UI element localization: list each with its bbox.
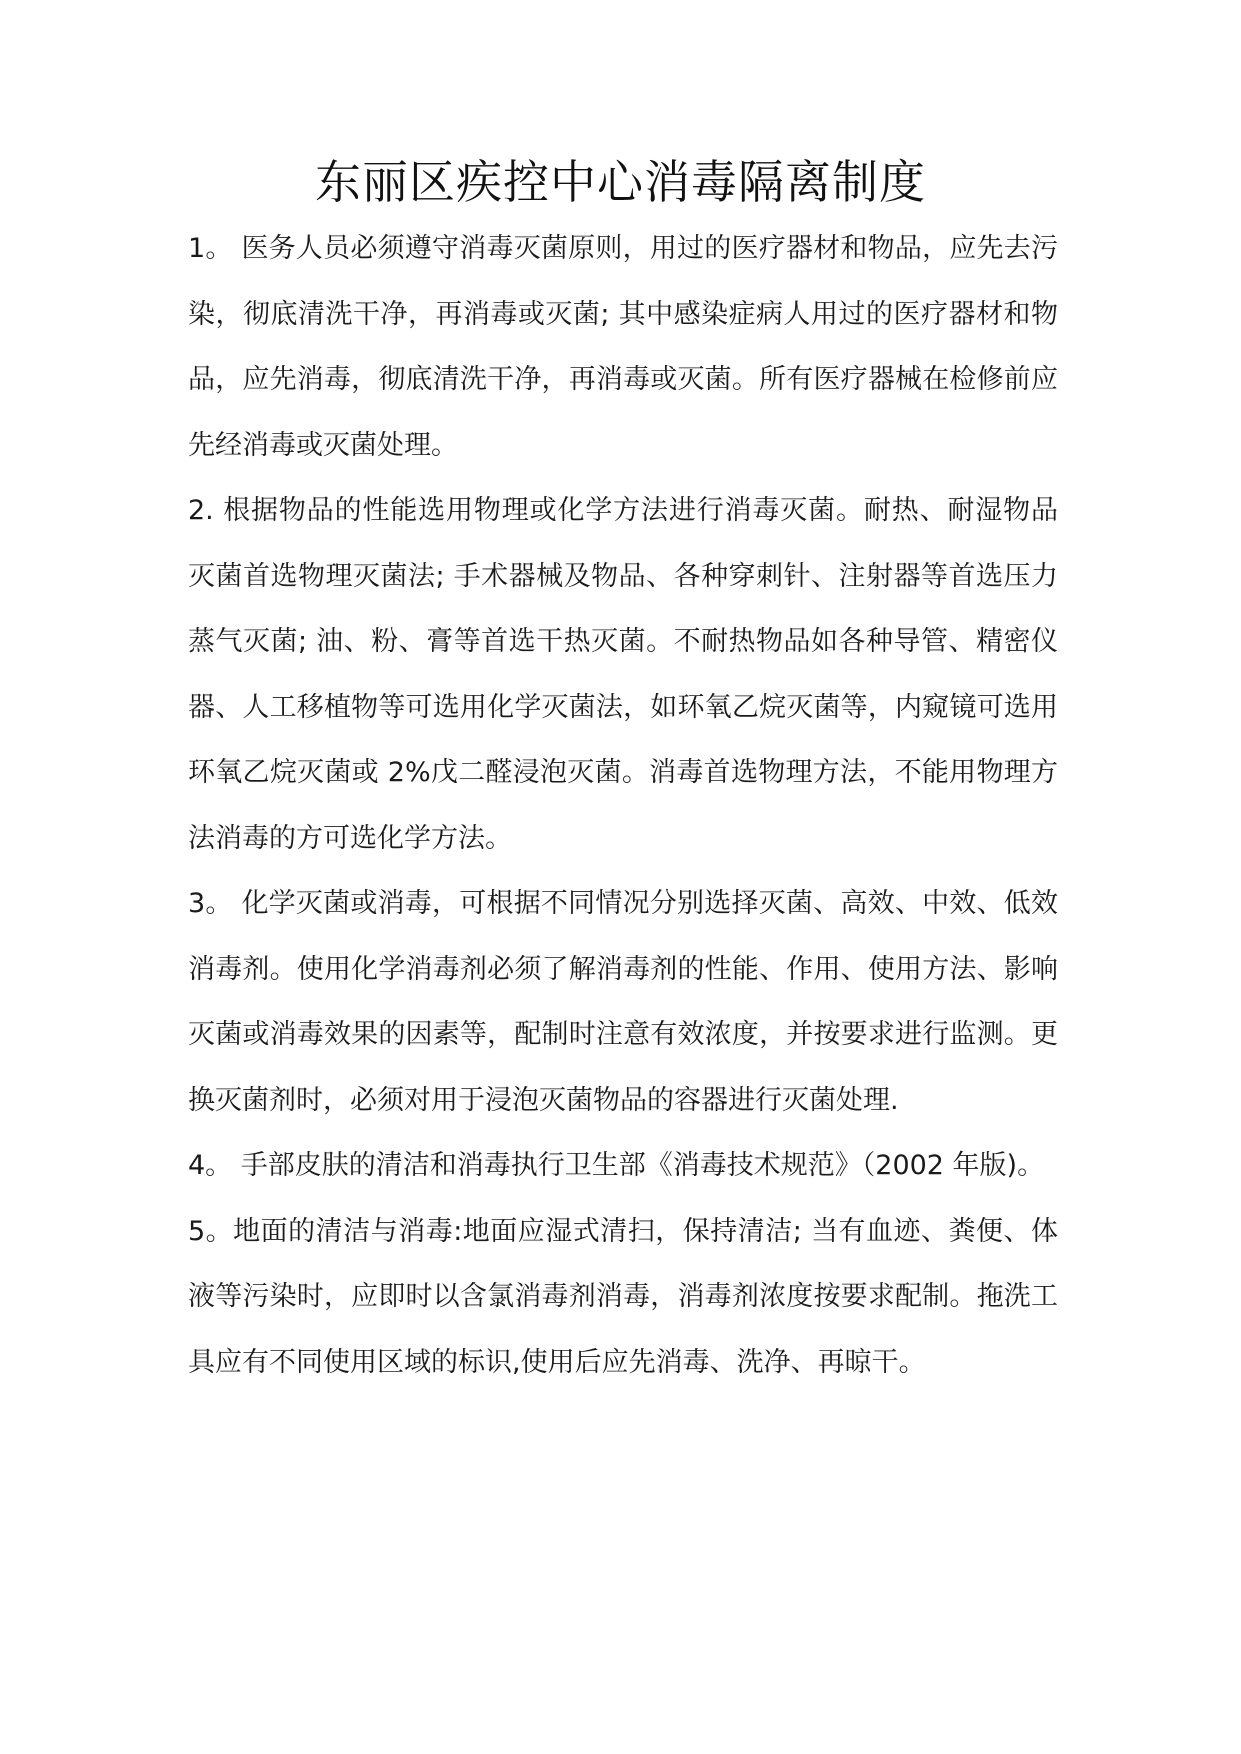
paragraph-3: 3。 化学灭菌或消毒，可根据不同情况分别选择灭菌、高效、中效、低效消毒剂。使用化学消毒剂必须了解消毒剂的性能、作用、使用方法、影响灭菌或消毒效果的因素等，配制时注意有效浓度，并按要求进行监测。更换灭菌剂时，必须对用于浸泡灭菌物品的容器进行灭菌处理.: [188, 888, 1058, 1116]
paragraph-4: 4。 手部皮肤的清洁和消毒执行卫生部《消毒技术规范》（2002 年版)。: [188, 1150, 1045, 1181]
document-title: 东丽区疾控中心消毒隔离制度: [315, 155, 926, 209]
document-body: [188, 216, 1058, 1395]
paragraph-1: 1。 医务人员必须遵守消毒灭菌原则，用过的医疗器材和物品，应先去污染，彻底清洗干净，再消毒或灭菌; 其中感染症病人用过的医疗器材和物品，应先消毒，彻底清洗干净，再消毒或灭菌。所有医疗器械在检修前应先经消毒或灭菌处理。: [188, 233, 1058, 461]
paragraph-2: 2. 根据物品的性能选用物理或化学方法进行消毒灭菌。耐热、耐湿物品灭菌首选物理灭菌法; 手术器械及物品、各种穿刺针、注射器等首选压力蒸气灭菌; 油、粉、膏等首选干热灭菌。不耐热物品如各种导管、精密仪器、人工移植物等可选用化学灭菌法，如环氧乙烷灭菌等，内窥镜可选用环氧乙烷灭菌或 2%戊二醛浸泡灭菌。消毒首选物理方法，不能用物理方法消毒的方可选化学方法。: [188, 495, 1058, 854]
paragraph-5: 5。地面的清洁与消毒:地面应湿式清扫，保持清洁; 当有血迹、粪便、体液等污染时，应即时以含氯消毒剂消毒，消毒剂浓度按要求配制。拖洗工具应有不同使用区域的标识,使用后应先消毒、洗净、再晾干。: [188, 1215, 1058, 1378]
